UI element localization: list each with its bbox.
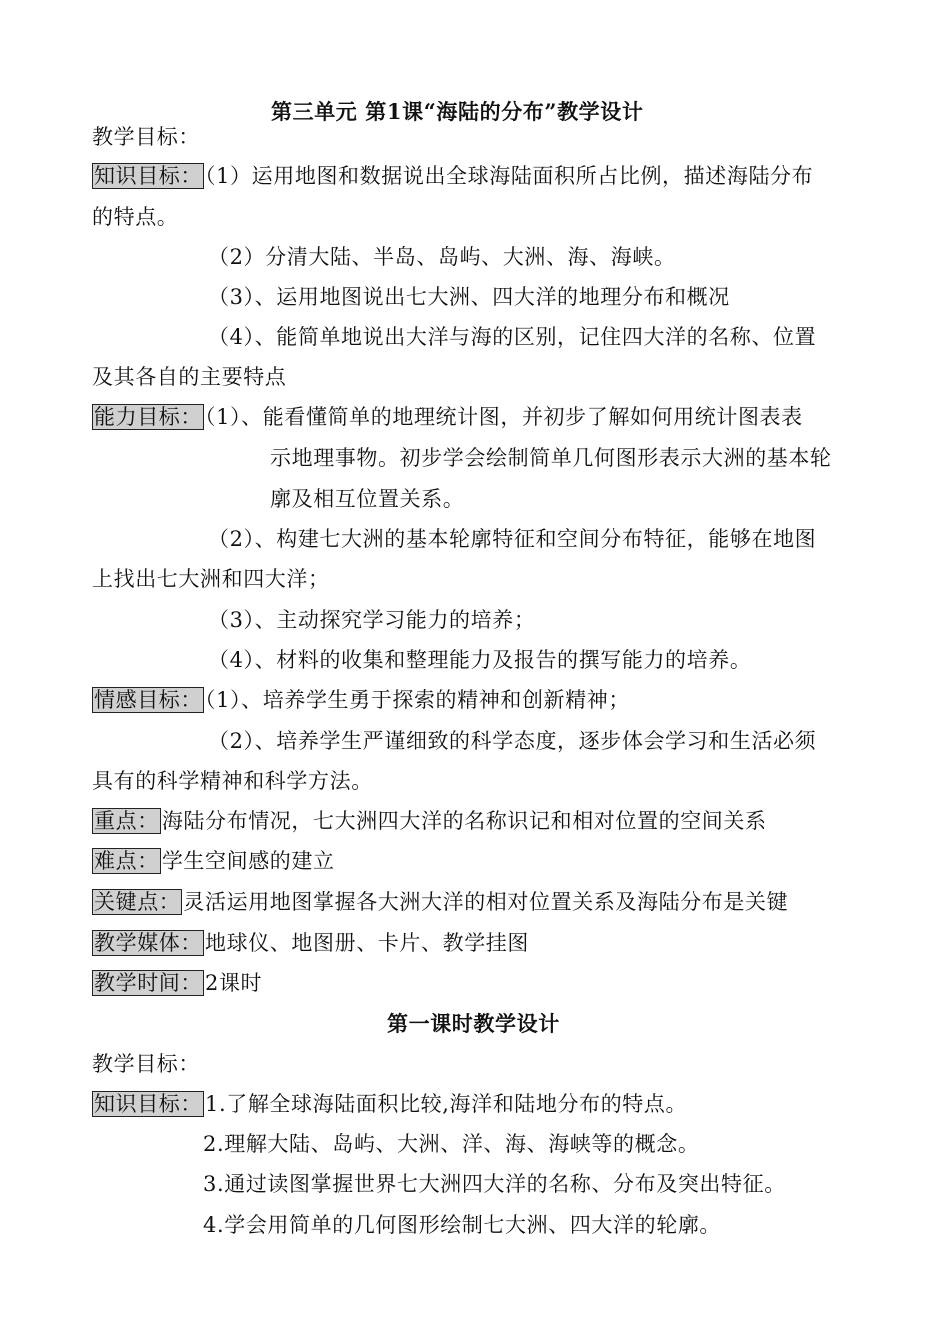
ability-goal-tag: 能力目标： [94, 405, 202, 429]
media-tag: 教学媒体： [94, 931, 202, 955]
emotion-goal-tag: 情感目标： [94, 688, 202, 712]
lesson1-knowledge-tag: 知识目标： [94, 1092, 202, 1116]
lesson1-title: 第一课时教学设计 [387, 1011, 560, 1036]
knowledge-goal-tag: 知识目标： [94, 164, 202, 188]
lesson1-knowledge-line-1 [92, 1089, 687, 1119]
ability-goal-item-2-cont: 上找出七大洲和四大洋； [92, 567, 330, 591]
lesson1-item-3: 3.通过读图掌握世界七大洲四大洋的名称、分布及突出特征。 [203, 1172, 786, 1196]
objectives-heading: 教学目标： [92, 125, 200, 149]
media-text: 地球仪、地图册、卡片、教学挂图 [205, 931, 529, 955]
media-line [92, 928, 529, 958]
key-point-line [92, 806, 767, 836]
time-line [92, 968, 262, 998]
lesson1-objectives-heading: 教学目标： [92, 1052, 200, 1076]
critical-point-tag: 关键点： [94, 890, 181, 914]
ability-goal-item-1-cont-1: 示地理事物。初步学会绘制简单几何图形表示大洲的基本轮 [270, 446, 832, 470]
lesson1-item-2: 2.理解大陆、岛屿、大洲、洋、海、海峡等的概念。 [203, 1132, 700, 1156]
lesson1-item-1: 1.了解全球海陆面积比较,海洋和陆地分布的特点。 [205, 1092, 688, 1116]
knowledge-goal-item-4: （4）、能简单地说出大洋与海的区别，记住四大洋的名称、位置 [208, 325, 817, 349]
ability-goal-item-1-cont-2: 廓及相互位置关系。 [270, 487, 465, 511]
critical-point-line [92, 887, 788, 917]
emotion-goal-line-1 [92, 685, 630, 715]
emotion-goal-item-2-cont: 具有的科学精神和科学方法。 [92, 769, 373, 793]
ability-goal-item-2: （2）、构建七大洲的基本轮廓特征和空间分布特征，能够在地图 [208, 527, 817, 551]
difficulty-line [92, 846, 335, 876]
difficulty-text: 学生空间感的建立 [161, 849, 335, 873]
emotion-goal-item-2: （2）、培养学生严谨细致的科学态度，逐步体会学习和生活必须 [208, 729, 817, 753]
critical-point-text: 灵活运用地图掌握各大洲大洋的相对位置关系及海陆分布是关键 [183, 890, 789, 914]
key-point-tag: 重点： [94, 809, 159, 833]
time-text: 2课时 [205, 971, 263, 995]
ability-goal-item-4: （4）、材料的收集和整理能力及报告的撰写能力的培养。 [208, 648, 752, 672]
time-tag: 教学时间： [94, 971, 202, 995]
emotion-goal-item-1: （1）、培养学生勇于探索的精神和创新精神； [205, 688, 630, 712]
ability-goal-item-3: （3）、主动探究学习能力的培养； [208, 608, 536, 632]
ability-goal-line-1 [92, 402, 803, 432]
document-title: 第三单元 第1课“海陆的分布”教学设计 [271, 99, 644, 124]
difficulty-tag: 难点： [94, 849, 159, 873]
knowledge-goal-line-1 [92, 161, 813, 191]
knowledge-goal-item-1-cont: 的特点。 [92, 205, 179, 229]
lesson1-item-4: 4.学会用简单的几何图形绘制七大洲、四大洋的轮廓。 [203, 1213, 722, 1237]
knowledge-goal-item-1: （1）运用地图和数据说出全球海陆面积所占比例，描述海陆分布 [205, 164, 814, 188]
ability-goal-item-1: （1）、能看懂简单的地理统计图，并初步了解如何用统计图表表 [205, 405, 803, 429]
knowledge-goal-item-2: （2）分清大陆、半岛、岛屿、大洲、海、海峡。 [208, 245, 676, 269]
key-point-text: 海陆分布情况，七大洲四大洋的名称识记和相对位置的空间关系 [161, 809, 767, 833]
knowledge-goal-item-3: （3）、运用地图说出七大洲、四大洋的地理分布和概况 [208, 285, 730, 309]
knowledge-goal-item-4-cont: 及其各自的主要特点 [92, 365, 287, 389]
